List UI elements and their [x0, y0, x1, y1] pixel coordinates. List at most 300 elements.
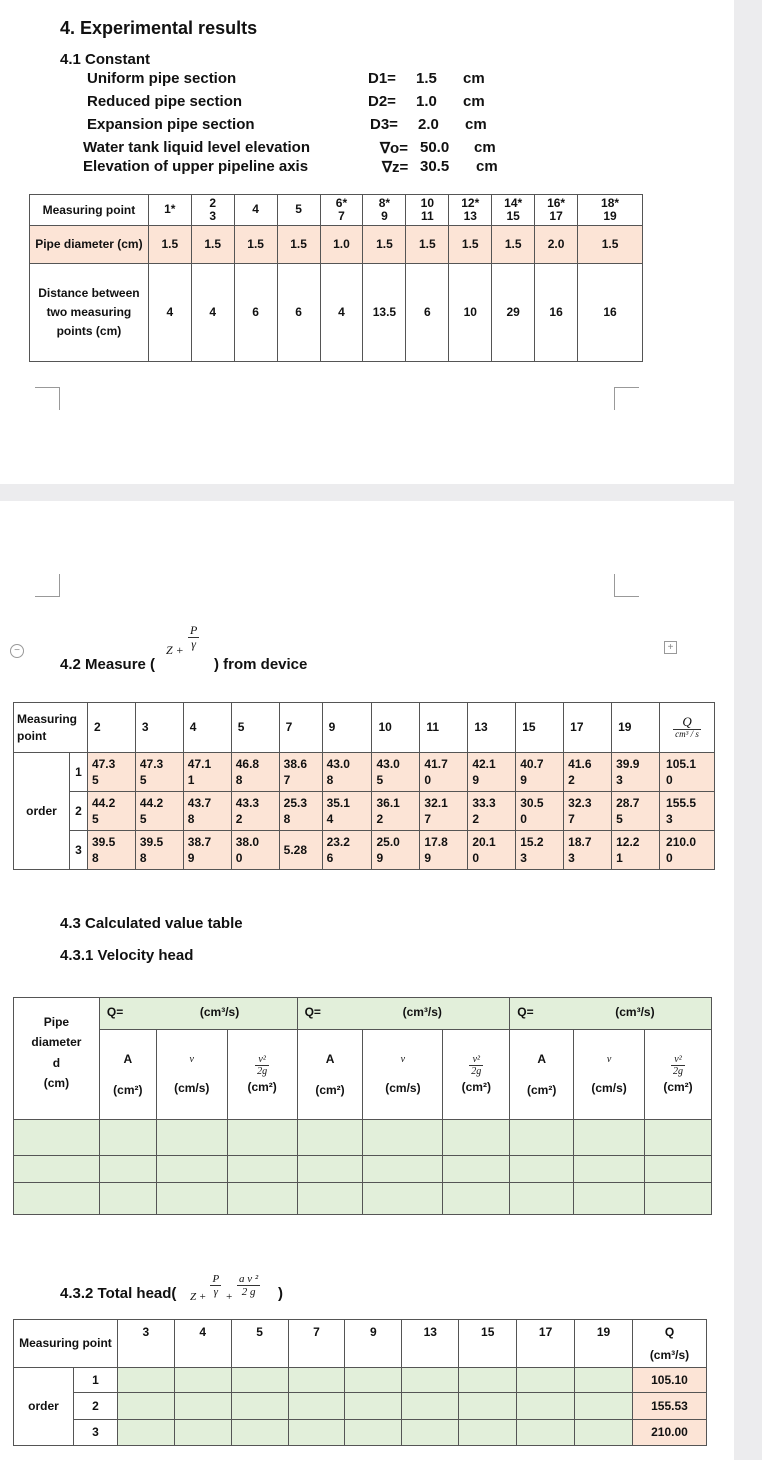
constant-row — [0, 116, 734, 136]
section-title: 4. Experimental results — [60, 18, 258, 38]
value-line: 40.7 — [520, 756, 544, 771]
measuring-point-header-cell: 5 — [231, 703, 279, 753]
piezometric-value — [183, 831, 231, 870]
value-line: 20.1 — [472, 834, 496, 849]
piezometric-value — [516, 831, 564, 870]
velocity-symbol: v — [400, 1053, 406, 1065]
pipe-parameters-table — [29, 194, 643, 362]
page-margin-mark — [614, 574, 639, 597]
piezometric-value — [135, 792, 183, 831]
diameter-cell: 1.0 — [320, 226, 363, 264]
pipe-diameter-label: Pipe — [43, 1015, 70, 1029]
row-header-pipe-diameter: Pipe diameter (cm) — [30, 226, 149, 264]
flow-group-header — [99, 998, 297, 1030]
value-line: 5.28 — [283, 842, 307, 857]
value-line: 9 — [424, 851, 432, 865]
piezometric-value — [612, 753, 660, 792]
constant-symbol: ∇z= — [382, 159, 409, 176]
point-label: 3 — [209, 209, 217, 223]
v-squared: v² — [255, 1054, 269, 1066]
value-line: 8 — [235, 773, 243, 787]
two-g: 2g — [257, 1065, 268, 1077]
constant-unit: cm — [463, 70, 485, 87]
piezometric-value — [564, 792, 612, 831]
point-label: 1* — [164, 202, 176, 217]
piezometric-head-table — [13, 702, 715, 870]
piezometric-value — [516, 792, 564, 831]
pipe-diameter-label: d — [52, 1055, 61, 1070]
total-head-cell — [288, 1368, 345, 1393]
measuring-point-header: Measuring point — [14, 1320, 118, 1368]
measuring-point-cell — [234, 195, 277, 226]
piezometric-value — [135, 831, 183, 870]
distance-cell: 13.5 — [363, 264, 406, 362]
total-head-cell — [231, 1420, 288, 1446]
value-line: 38.7 — [187, 834, 212, 849]
value-line: 210.0 — [666, 834, 697, 849]
value-line: 15.2 — [520, 834, 544, 849]
velocity-header — [156, 1030, 227, 1120]
flow-rate-value — [660, 753, 715, 792]
measuring-point-header-cell: 19 — [575, 1320, 633, 1368]
point-label: 9 — [381, 209, 388, 223]
constant-symbol: D2= — [368, 93, 396, 110]
formula-gamma: γ — [213, 1286, 218, 1299]
value-line: 8 — [91, 851, 99, 865]
constant-symbol: D3= — [370, 116, 398, 133]
value-line: 39.9 — [616, 756, 640, 771]
value-line: 1 — [187, 773, 195, 787]
area-unit: (cm²) — [315, 1082, 345, 1097]
total-head-cell — [402, 1368, 459, 1393]
value-line: 5 — [91, 773, 99, 787]
row-header-measuring-point: Measuring point — [30, 195, 149, 226]
value-line: 44.2 — [139, 795, 164, 810]
flow-rate-value: 155.53 — [632, 1393, 706, 1420]
measuring-point-header-cell: 9 — [345, 1320, 402, 1368]
measuring-point-header-cell: 19 — [612, 703, 660, 753]
value-line: 0 — [235, 851, 243, 865]
pressure-formula — [166, 623, 199, 657]
value-line: 38.0 — [235, 834, 260, 849]
v-squared: v² — [469, 1054, 483, 1066]
total-head-cell — [517, 1368, 575, 1393]
piezometric-value — [135, 753, 183, 792]
value-line: 41.7 — [424, 756, 448, 771]
row-header-distance: Distance between two measuring points (cm) — [30, 264, 149, 362]
constant-label: Expansion pipe section — [87, 116, 255, 133]
piezometric-value — [372, 753, 420, 792]
piezometric-value — [564, 831, 612, 870]
total-head-cell — [459, 1368, 517, 1393]
value-line: 47.3 — [139, 756, 164, 771]
value-line: 43.0 — [326, 756, 350, 771]
value-line: 9 — [376, 851, 384, 865]
constant-heading: 4.1 Constant — [60, 51, 151, 68]
velocity-head-header — [645, 1030, 712, 1120]
total-head-cell — [459, 1393, 517, 1420]
formula-gamma: γ — [191, 637, 196, 652]
total-head-cell — [575, 1368, 633, 1393]
distance-cell: 4 — [320, 264, 363, 362]
point-label: 14* — [504, 195, 523, 210]
measuring-point-cell — [492, 195, 535, 226]
area-header — [510, 1030, 574, 1120]
measuring-point-header-cell: 11 — [420, 703, 468, 753]
measure-heading-text-end: ) from device — [214, 656, 308, 673]
point-label: 4 — [252, 202, 259, 217]
diameter-cell: 1.5 — [406, 226, 449, 264]
order-number: 1 — [73, 1368, 117, 1393]
point-label: 13 — [463, 209, 477, 223]
piezometric-value — [231, 792, 279, 831]
total-head-cell — [174, 1368, 231, 1393]
diameter-cell: 1.5 — [578, 226, 643, 264]
page-margin-mark — [614, 387, 639, 410]
q-equals: Q= — [106, 1005, 124, 1019]
measuring-point-header-cell: 4 — [183, 703, 231, 753]
value-line: 28.7 — [616, 795, 640, 810]
value-line: 47.3 — [91, 756, 116, 771]
total-head-cell — [575, 1393, 633, 1420]
value-line: 8 — [283, 812, 291, 826]
diameter-cell: 2.0 — [535, 226, 578, 264]
constant-symbol: D1= — [368, 70, 396, 87]
q-unit: cm³ / s — [675, 729, 699, 740]
measuring-point-header-cell: 3 — [117, 1320, 174, 1368]
value-line: 43.3 — [235, 795, 260, 810]
value-line: 46.8 — [235, 756, 260, 771]
distance-cell: 29 — [492, 264, 535, 362]
value-line: 9 — [472, 773, 480, 787]
constant-unit: cm — [465, 116, 487, 133]
value-line: 30.5 — [520, 795, 544, 810]
measuring-point-header-cell: 5 — [231, 1320, 288, 1368]
value-line: 7 — [424, 812, 432, 826]
piezometric-value — [372, 831, 420, 870]
point-label: 18* — [601, 195, 620, 210]
value-line: 32.3 — [568, 795, 592, 810]
point-label: 8* — [378, 195, 391, 210]
formula-z: Z + — [166, 642, 184, 657]
value-line: 1 — [616, 851, 623, 865]
piezometric-value — [279, 831, 322, 870]
piezometric-value — [322, 792, 372, 831]
minus-circle-icon[interactable]: − — [10, 644, 24, 658]
constant-label: Water tank liquid level elevation — [83, 139, 311, 156]
pipe-diameter-label: diameter — [31, 1035, 82, 1050]
q-symbol: Q — [673, 715, 701, 730]
velocity-head-table — [13, 997, 712, 1215]
value-line: 5 — [139, 773, 147, 787]
flow-rate-value: 105.10 — [632, 1368, 706, 1393]
diameter-cell: 1.5 — [492, 226, 535, 264]
value-line: 43.0 — [376, 756, 400, 771]
total-head-cell — [288, 1393, 345, 1420]
value-line: 25.0 — [376, 834, 400, 849]
value-line: 3 — [520, 851, 527, 865]
total-head-heading — [60, 1273, 360, 1318]
value-line: 155.5 — [666, 795, 697, 810]
measuring-point-header-cell: 10 — [372, 703, 420, 753]
constant-row — [0, 158, 734, 178]
value-line: 39.5 — [139, 834, 164, 849]
flow-rate-value — [660, 831, 715, 870]
flow-rate-value — [660, 792, 715, 831]
point-label: 17 — [549, 209, 563, 223]
piezometric-value — [468, 831, 516, 870]
point-label: 6* — [335, 195, 348, 210]
value-line: 8 — [326, 773, 334, 787]
area-header — [99, 1030, 156, 1120]
value-line: 5 — [91, 812, 99, 826]
measuring-point-cell — [363, 195, 406, 226]
constant-unit: cm — [474, 139, 496, 156]
velocity-symbol: v — [606, 1053, 612, 1065]
piezometric-value — [612, 792, 660, 831]
point-label: 12* — [461, 195, 480, 210]
flow-group-header — [297, 998, 510, 1030]
point-label: 16* — [547, 195, 566, 210]
measuring-point-header-cell: 7 — [279, 703, 322, 753]
constant-value: 2.0 — [418, 116, 439, 133]
formula-p: P — [212, 1273, 220, 1285]
constant-label: Elevation of upper pipeline axis — [83, 158, 309, 175]
velocity-symbol: v — [189, 1053, 194, 1065]
measuring-point-header: Measuring point — [14, 703, 88, 753]
measuring-point-header-cell: 9 — [322, 703, 372, 753]
value-line: 0 — [666, 773, 673, 787]
calculated-heading: 4.3 Calculated value table — [60, 915, 243, 932]
value-line: 36.1 — [376, 795, 400, 810]
total-head-cell — [345, 1393, 402, 1420]
velocity-header — [363, 1030, 443, 1120]
value-line: 5 — [139, 812, 147, 826]
point-label: 11 — [420, 209, 434, 223]
value-line: 47.1 — [187, 756, 212, 771]
q-equals: Q= — [304, 1005, 321, 1019]
total-head-cell — [402, 1420, 459, 1446]
total-head-text: 4.3.2 Total head( — [60, 1285, 177, 1302]
value-line: 3 — [666, 812, 673, 826]
order-number: 2 — [73, 1393, 117, 1420]
value-line: 41.6 — [568, 756, 592, 771]
measure-heading-text: 4.2 Measure ( — [60, 656, 156, 673]
velocity-head-unit: (cm²) — [247, 1079, 277, 1094]
flow-rate-value: 210.00 — [632, 1420, 706, 1446]
total-head-cell — [117, 1420, 174, 1446]
measuring-point-header-cell: 17 — [517, 1320, 575, 1368]
point-label: 2 — [209, 195, 217, 210]
measuring-point-header-cell: 13 — [468, 703, 516, 753]
value-line: 12.2 — [616, 834, 640, 849]
piezometric-value — [87, 831, 135, 870]
value-line: 0 — [472, 851, 480, 865]
measuring-point-header-cell: 17 — [564, 703, 612, 753]
value-line: 17.8 — [424, 834, 448, 849]
order-number: 3 — [73, 1420, 117, 1446]
constant-value: 30.5 — [420, 158, 450, 175]
velocity-unit: (cm/s) — [174, 1081, 210, 1096]
piezometric-value — [612, 831, 660, 870]
value-line: 2 — [235, 812, 243, 826]
pipe-diameter-header — [14, 998, 100, 1120]
total-head-cell — [345, 1420, 402, 1446]
total-head-cell — [174, 1420, 231, 1446]
value-line: 3 — [568, 851, 575, 865]
velocity-head-header — [443, 1030, 510, 1120]
q-unit: (cm³/s) — [199, 1005, 240, 1019]
q-unit: (cm³/s) — [402, 1005, 442, 1019]
total-head-formula — [190, 1273, 260, 1303]
total-head-cell — [231, 1393, 288, 1420]
value-line: 35.1 — [326, 795, 350, 810]
value-line: 5 — [376, 773, 384, 787]
diameter-cell: 1.5 — [191, 226, 234, 264]
value-line: 44.2 — [91, 795, 116, 810]
order-number: 2 — [69, 792, 87, 831]
measuring-point-cell — [191, 195, 234, 226]
measuring-point-cell — [148, 195, 191, 226]
value-line: 105.1 — [666, 756, 697, 771]
constant-unit: cm — [476, 158, 498, 175]
measuring-point-cell — [406, 195, 449, 226]
value-line: 7 — [283, 773, 291, 787]
piezometric-value — [322, 831, 372, 870]
distance-cell: 4 — [191, 264, 234, 362]
total-head-cell — [517, 1420, 575, 1446]
piezometric-value — [468, 792, 516, 831]
total-head-cell — [174, 1393, 231, 1420]
diameter-cell: 1.5 — [277, 226, 320, 264]
value-line: 2 — [568, 773, 575, 787]
value-line: 7 — [568, 812, 575, 826]
point-label: 5 — [295, 202, 302, 217]
total-head-cell — [575, 1420, 633, 1446]
measuring-point-cell — [535, 195, 578, 226]
measuring-point-header-cell: 13 — [402, 1320, 459, 1368]
value-line: 39.5 — [91, 834, 116, 849]
constant-value: 1.5 — [416, 70, 437, 87]
total-head-table — [13, 1319, 707, 1446]
document-page-2 — [0, 501, 734, 1460]
piezometric-value — [279, 753, 322, 792]
total-head-cell — [288, 1420, 345, 1446]
value-line: 25.3 — [283, 795, 307, 810]
value-line: 8 — [139, 851, 147, 865]
formula-av2: a v ² — [238, 1273, 259, 1285]
total-head-cell — [231, 1368, 288, 1393]
distance-cell: 10 — [449, 264, 492, 362]
area-symbol: A — [537, 1052, 547, 1067]
constant-row — [0, 93, 734, 113]
constant-label: Reduced pipe section — [87, 93, 243, 110]
velocity-head-heading: 4.3.1 Velocity head — [60, 947, 194, 964]
piezometric-value — [516, 753, 564, 792]
piezometric-value — [420, 753, 468, 792]
piezometric-value — [87, 753, 135, 792]
constant-row — [0, 139, 734, 159]
measuring-point-header-cell: 4 — [174, 1320, 231, 1368]
area-symbol: A — [325, 1052, 335, 1067]
value-line: 2 — [472, 812, 480, 826]
piezometric-value — [183, 792, 231, 831]
measure-heading — [60, 624, 360, 674]
constant-unit: cm — [463, 93, 485, 110]
q-equals: Q= — [517, 1005, 534, 1019]
two-g: 2g — [673, 1065, 683, 1077]
diameter-cell: 1.5 — [148, 226, 191, 264]
measuring-point-header-cell: 7 — [288, 1320, 345, 1368]
piezometric-value — [420, 831, 468, 870]
value-line: 38.6 — [283, 756, 307, 771]
measuring-point-cell — [578, 195, 643, 226]
total-head-cell — [402, 1393, 459, 1420]
measuring-point-cell — [320, 195, 363, 226]
measuring-point-cell — [277, 195, 320, 226]
piezometric-value — [231, 753, 279, 792]
measuring-point-header-cell: 2 — [87, 703, 135, 753]
distance-cell: 16 — [535, 264, 578, 362]
value-line: 9 — [187, 851, 195, 865]
value-line: 2 — [376, 812, 384, 826]
constant-symbol: ∇o= — [380, 140, 408, 157]
value-line: 0 — [424, 773, 432, 787]
value-line: 0 — [520, 812, 527, 826]
piezometric-value — [183, 753, 231, 792]
point-label: 15 — [506, 209, 520, 223]
total-head-cell — [459, 1420, 517, 1446]
document-page-1 — [0, 0, 734, 484]
value-line: 3 — [616, 773, 623, 787]
constant-value: 50.0 — [420, 139, 450, 156]
value-line: 5 — [616, 812, 623, 826]
velocity-head-unit: (cm²) — [663, 1079, 693, 1094]
flow-rate-header — [660, 703, 715, 753]
constant-label: Uniform pipe section — [87, 70, 237, 87]
point-label: 10 — [420, 195, 435, 210]
total-head-cell — [517, 1393, 575, 1420]
piezometric-value — [231, 831, 279, 870]
value-line: 4 — [326, 812, 334, 826]
distance-cell: 6 — [406, 264, 449, 362]
plus-box-icon[interactable]: + — [664, 641, 677, 654]
diameter-cell: 1.5 — [449, 226, 492, 264]
q-unit: (cm³/s) — [615, 1005, 655, 1019]
distance-cell: 4 — [148, 264, 191, 362]
piezometric-value — [322, 753, 372, 792]
formula-2g: 2 g — [241, 1286, 256, 1299]
distance-cell: 6 — [277, 264, 320, 362]
velocity-header — [574, 1030, 645, 1120]
velocity-head-unit: (cm²) — [461, 1079, 491, 1094]
value-line: 8 — [187, 812, 195, 826]
area-unit: (cm²) — [527, 1082, 557, 1097]
total-head-cell — [117, 1393, 174, 1420]
diameter-cell: 1.5 — [234, 226, 277, 264]
formula-z: Z + — [190, 1290, 207, 1303]
velocity-unit: (cm/s) — [385, 1081, 421, 1096]
measuring-point-header-cell: 15 — [459, 1320, 517, 1368]
order-label: order — [14, 753, 70, 870]
page-margin-mark — [35, 574, 60, 597]
value-line: 42.1 — [472, 756, 496, 771]
piezometric-value — [372, 792, 420, 831]
measuring-point-header-cell: 15 — [516, 703, 564, 753]
total-head-cell — [345, 1368, 402, 1393]
formula-plus: + — [225, 1290, 233, 1303]
measuring-point-cell — [449, 195, 492, 226]
